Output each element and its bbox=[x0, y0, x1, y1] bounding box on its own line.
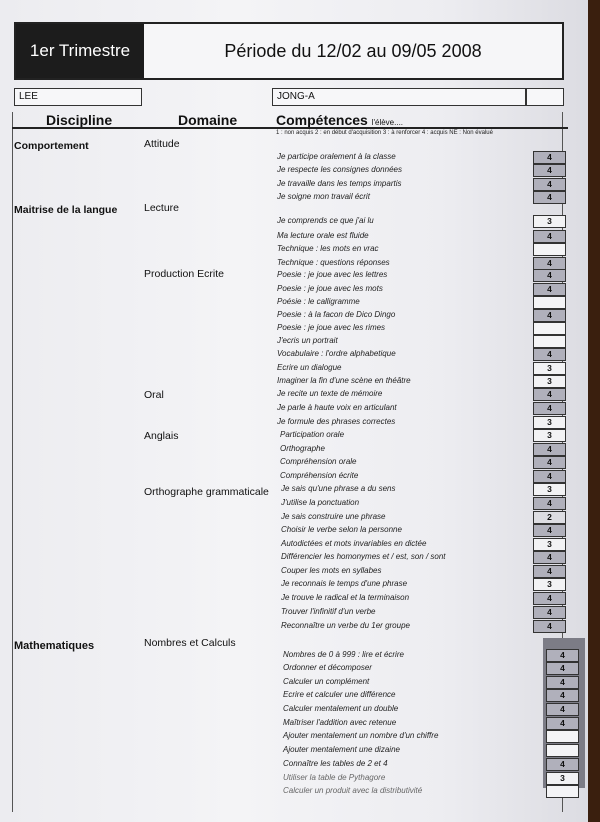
score-cell: 4 bbox=[533, 620, 566, 633]
competence-item: Reconnaître un verbe du 1er groupe bbox=[281, 621, 410, 630]
score-cell: 4 bbox=[533, 151, 566, 164]
competence-item: Choisir le verbe selon la personne bbox=[281, 525, 402, 534]
score-cell: 4 bbox=[533, 524, 566, 537]
score-cell: 4 bbox=[546, 649, 579, 662]
score-cell: 4 bbox=[546, 689, 579, 702]
discipline-comportement: Comportement bbox=[14, 140, 89, 152]
competence-item: Poesie : à la facon de Dico Dingo bbox=[277, 310, 396, 319]
competence-item: Ecrire un dialogue bbox=[277, 363, 342, 372]
score-cell: 4 bbox=[533, 178, 566, 191]
score-cell bbox=[533, 243, 566, 256]
competence-item: Poesie : je joue avec les lettres bbox=[277, 270, 388, 279]
score-cell: 4 bbox=[533, 283, 566, 296]
competence-item: Poesie : je joue avec les mots bbox=[277, 284, 383, 293]
competence-item: Utiliser la table de Pythagore bbox=[283, 773, 386, 782]
score-cell: 4 bbox=[546, 703, 579, 716]
domain-orthographe: Orthographe grammaticale bbox=[144, 486, 269, 498]
competence-item: Orthographe bbox=[280, 444, 325, 453]
competence-item: Je soigne mon travail écrit bbox=[277, 192, 370, 201]
score-cell: 4 bbox=[533, 257, 566, 270]
score-cell: 4 bbox=[533, 456, 566, 469]
score-cell: 4 bbox=[533, 388, 566, 401]
competence-item: Imaginer la fin d'une scène en théâtre bbox=[277, 376, 411, 385]
domain-production-ecrite: Production Ecrite bbox=[144, 268, 224, 280]
competence-item: J'ecris un portrait bbox=[277, 336, 338, 345]
score-cell: 4 bbox=[533, 606, 566, 619]
competence-item: Technique : questions réponses bbox=[277, 258, 390, 267]
competence-item: Trouver l'infinitif d'un verbe bbox=[281, 607, 376, 616]
column-header-domaine: Domaine bbox=[178, 112, 238, 128]
header-divider bbox=[12, 127, 568, 129]
domain-nombres-calculs: Nombres et Calculs bbox=[144, 637, 236, 649]
competence-item: Je sais qu'une phrase a du sens bbox=[281, 484, 396, 493]
score-cell: 4 bbox=[533, 348, 566, 361]
competence-item: Je participe oralement à la classe bbox=[277, 152, 396, 161]
score-cell: 3 bbox=[546, 772, 579, 785]
competence-item: Couper les mots en syllabes bbox=[281, 566, 382, 575]
discipline-mathematiques: Mathematiques bbox=[14, 640, 95, 652]
score-cell: 4 bbox=[533, 269, 566, 282]
score-cell: 4 bbox=[533, 592, 566, 605]
score-cell bbox=[546, 785, 579, 798]
competence-item: Calculer un produit avec la distributivité bbox=[283, 786, 423, 795]
discipline-langue: Maitrise de la langue bbox=[14, 204, 118, 216]
competence-item: Participation orale bbox=[280, 430, 345, 439]
competence-item: Je comprends ce que j'ai lu bbox=[277, 216, 374, 225]
competence-item: Je formule des phrases correctes bbox=[277, 417, 396, 426]
score-cell: 2 bbox=[533, 511, 566, 524]
score-legend: 1 : non acquis 2 : en début d'acquisition 3 : à renforcer 4 : acquis NE : Non évalué bbox=[276, 130, 493, 136]
competence-item: Différencier les homonymes et / est, son / sont bbox=[281, 552, 446, 561]
table-left-border bbox=[12, 112, 13, 812]
score-cell: 4 bbox=[533, 309, 566, 322]
competence-item: Calculer mentalement un double bbox=[283, 704, 399, 713]
competence-item: Nombres de 0 à 999 : lire et écrire bbox=[283, 650, 404, 659]
score-cell: 4 bbox=[546, 662, 579, 675]
competence-item: Calculer un complément bbox=[283, 677, 370, 686]
score-cell: 4 bbox=[546, 758, 579, 771]
domain-attitude: Attitude bbox=[144, 138, 180, 150]
score-cell: 3 bbox=[533, 483, 566, 496]
competence-item: Ajouter mentalement une dizaine bbox=[283, 745, 400, 754]
competence-item: Je sais construire une phrase bbox=[281, 512, 386, 521]
competence-item: J'utilise la ponctuation bbox=[281, 498, 360, 507]
score-cell bbox=[533, 296, 566, 309]
competence-item: Vocabulaire : l'ordre alphabetique bbox=[277, 349, 396, 358]
competence-item: Ordonner et décomposer bbox=[283, 663, 372, 672]
score-cell: 3 bbox=[533, 362, 566, 375]
score-cell bbox=[546, 744, 579, 757]
header-box bbox=[14, 22, 564, 80]
competence-item: Compréhension écrite bbox=[280, 471, 359, 480]
competence-item: Technique : les mots en vrac bbox=[277, 244, 379, 253]
score-cell: 4 bbox=[533, 191, 566, 204]
competence-item: Compréhension orale bbox=[280, 457, 357, 466]
competence-item: Je trouve le radical et la terminaison bbox=[281, 593, 410, 602]
score-cell bbox=[533, 322, 566, 335]
competence-item: Poesie : je joue avec les rimes bbox=[277, 323, 386, 332]
score-cell: 4 bbox=[533, 230, 566, 243]
score-cell: 4 bbox=[533, 164, 566, 177]
competence-item: Je respecte les consignes données bbox=[277, 165, 402, 174]
competences-subtitle: l'élève.... bbox=[371, 118, 404, 127]
score-cell bbox=[533, 335, 566, 348]
score-cell: 4 bbox=[546, 676, 579, 689]
score-cell: 3 bbox=[533, 538, 566, 551]
score-cell: 3 bbox=[533, 215, 566, 228]
score-cell: 3 bbox=[533, 416, 566, 429]
domain-oral: Oral bbox=[144, 389, 164, 401]
competences-title: Compétences bbox=[276, 112, 368, 128]
competence-item: Poésie : le calligramme bbox=[277, 297, 360, 306]
student-extra-box bbox=[526, 88, 564, 106]
column-header-competences bbox=[276, 112, 403, 128]
score-cell: 4 bbox=[533, 402, 566, 415]
competence-item: Connaître les tables de 2 et 4 bbox=[283, 759, 388, 768]
competence-item: Ma lecture orale est fluide bbox=[277, 231, 369, 240]
competence-item: Je recite un texte de mémoire bbox=[277, 389, 383, 398]
score-cell: 4 bbox=[533, 551, 566, 564]
competence-item: Je travaille dans les temps impartis bbox=[277, 179, 402, 188]
trimester-label: 1er Trimestre bbox=[16, 24, 144, 78]
competence-item: Je parle à haute voix en articulant bbox=[277, 403, 397, 412]
period-label: Période du 12/02 au 09/05 2008 bbox=[224, 40, 482, 61]
competence-item: Je reconnais le temps d'une phrase bbox=[281, 579, 408, 588]
score-cell: 4 bbox=[546, 717, 579, 730]
student-last-name: LEE bbox=[14, 88, 142, 106]
domain-anglais: Anglais bbox=[144, 430, 179, 442]
domain-lecture: Lecture bbox=[144, 202, 180, 214]
column-header-discipline: Discipline bbox=[46, 112, 113, 128]
competence-item: Autodictées et mots invariables en dictée bbox=[281, 539, 427, 548]
score-cell: 4 bbox=[533, 497, 566, 510]
score-cell bbox=[546, 730, 579, 743]
score-cell: 3 bbox=[533, 578, 566, 591]
competence-item: Ajouter mentalement un nombre d'un chiffre bbox=[283, 731, 439, 740]
student-first-name: JONG-A bbox=[272, 88, 526, 106]
score-cell: 4 bbox=[533, 470, 566, 483]
score-cell: 3 bbox=[533, 429, 566, 442]
score-cell: 4 bbox=[533, 443, 566, 456]
competence-item: Maîtriser l'addition avec retenue bbox=[283, 718, 397, 727]
score-cell: 4 bbox=[533, 565, 566, 578]
competence-item: Ecrire et calculer une différence bbox=[283, 690, 396, 699]
score-cell: 3 bbox=[533, 375, 566, 388]
